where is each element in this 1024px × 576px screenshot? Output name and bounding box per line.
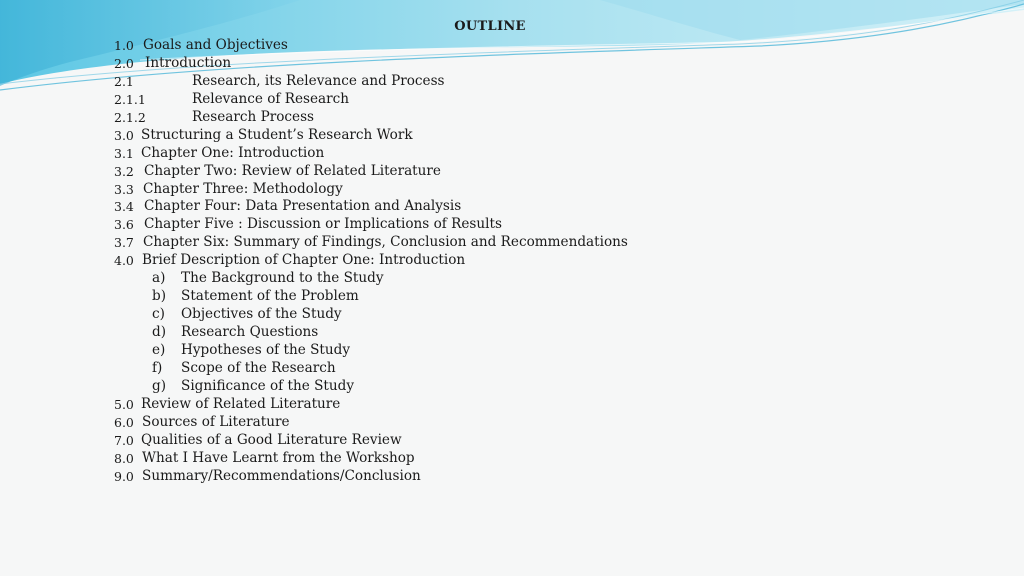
item-number: 5.0 [114,396,134,412]
item-number: 3.7 [114,235,134,251]
item-text: Chapter One: Introduction [141,144,325,161]
item-text: Hypotheses of the Study [181,341,351,358]
item-text: The Background to the Study [181,270,384,287]
item-letter: d) [152,324,167,340]
item-text: Research Questions [181,324,319,340]
item-text: Goals and Objectives [143,37,288,53]
item-letter: g) [152,377,167,394]
item-number: 2.1.2 [114,109,146,125]
item-text: Research Process [192,108,315,125]
item-number: 3.1 [114,145,134,161]
item-letter: b) [152,288,167,305]
item-letter: f) [152,359,163,376]
item-text: Structuring a Student’s Research Work [141,126,413,143]
item-number: 7.0 [114,432,134,448]
item-text: Scope of the Research [181,359,336,376]
item-text: What I Have Learnt from the Workshop [142,449,415,466]
item-text: Sources of Literature [142,413,290,430]
item-text: Qualities of a Good Literature Review [141,431,402,448]
item-text: Chapter Six: Summary of Findings, Conclusion and Recommendations [143,234,628,251]
item-number: 2.0 [114,55,134,71]
item-text: Significance of the Study [181,377,355,394]
item-text: Statement of the Problem [181,288,359,305]
item-text: Research, its Relevance and Process [192,72,445,89]
item-number: 2.1.1 [114,91,146,107]
item-number: 4.0 [114,253,134,269]
item-number: 8.0 [114,450,134,466]
item-number: 2.1 [114,73,134,89]
item-text: Chapter Two: Review of Related Literature [144,162,441,179]
item-number: 3.2 [114,163,134,179]
item-text: Introduction [145,54,232,71]
item-letter: a) [152,270,166,287]
item-letter: c) [152,306,165,323]
item-number: 3.4 [114,199,134,215]
item-number: 9.0 [114,468,134,484]
item-number: 1.0 [114,38,134,53]
item-number: 3.3 [114,181,134,197]
item-text: Relevance of Research [192,90,349,107]
slide-title: OUTLINE [454,19,526,34]
item-number: 3.6 [114,217,134,233]
item-text: Chapter Five : Discussion or Implications of Results [144,216,502,233]
item-text: Review of Related Literature [141,395,341,412]
item-text: Chapter Three: Methodology [143,180,343,197]
item-number: 6.0 [114,414,134,430]
item-text: Summary/Recommendations/Conclusion [142,467,421,484]
item-text: Chapter Four: Data Presentation and Analysis [144,198,462,215]
item-letter: e) [152,341,166,358]
item-text: Brief Description of Chapter One: Introduction [142,252,466,269]
item-text: Objectives of the Study [181,306,342,323]
item-number: 3.0 [114,127,134,143]
